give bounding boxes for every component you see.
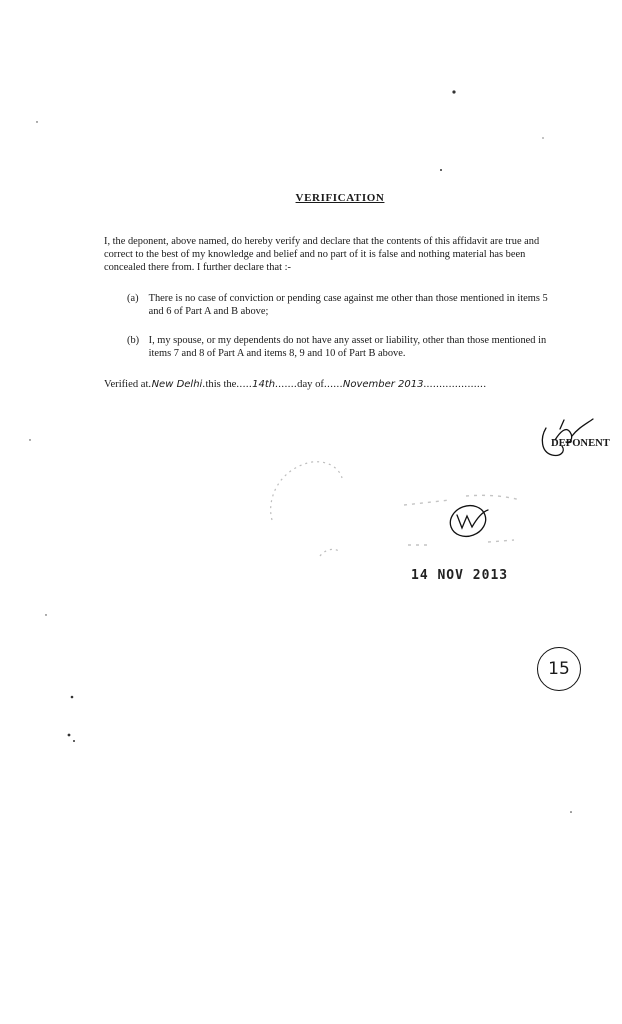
verified-this-the: this the — [205, 379, 237, 390]
item-text: There is no case of conviction or pending case against me other than those mentioned in items 5 and 6 of Part A and B above; — [148, 293, 548, 317]
handwritten-place: New Delhi — [151, 379, 203, 390]
faded-stamp-right — [404, 495, 520, 545]
verified-line: Verified at.New Delhi.this the.....14th.......day of......November 2013.................... — [104, 379, 487, 390]
verified-day-of: day of — [297, 379, 324, 390]
item-label: (b) — [127, 335, 140, 346]
page-number: 15 — [537, 647, 581, 691]
intro-paragraph: I, the deponent, above named, do hereby verify and declare that the contents of this affidavit are true and correct to the best of my knowledge and belief and no part of it is false and nothing material has been concealed there from. I further declare that :- — [104, 236, 540, 273]
deponent-signature — [542, 419, 593, 455]
stamp-date: 14 NOV 2013 — [411, 568, 509, 583]
page-title: VERIFICATION — [295, 192, 385, 204]
handwritten-month-year: November 2013 — [342, 379, 424, 390]
item-text: I, my spouse, or my dependents do not have any asset or liability, other than those mentioned in items 7 and 8 of Part A and items 8, 9 and 10 of Part B above. — [148, 335, 547, 359]
faded-seal-left — [271, 462, 342, 556]
item-label: (a) — [127, 293, 139, 304]
verified-prefix: Verified at — [104, 379, 149, 390]
deponent-label: DEPONENT — [551, 438, 610, 449]
handwritten-day: 14th — [252, 379, 276, 390]
scan-specks — [29, 90, 572, 812]
officer-initials — [446, 501, 490, 542]
